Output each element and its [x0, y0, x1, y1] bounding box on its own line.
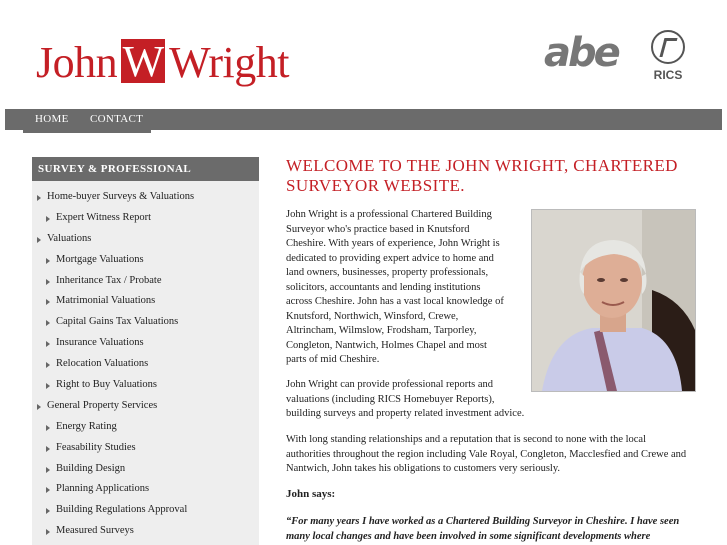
arrow-right-icon [46, 258, 50, 264]
sidebar-item-home-buyer-surveys[interactable] [32, 187, 259, 208]
sidebar-item-label: Right to Buy Valuations [56, 379, 158, 391]
text-line: Knutsford, Northwich, Winsford, Crewe, [286, 310, 459, 322]
sidebar-item-expert-witness[interactable] [32, 208, 259, 229]
sidebar-item-label: Home-buyer Surveys & Valuations [47, 191, 195, 202]
sidebar-item-energy-rating[interactable] [32, 417, 259, 438]
text-line: building surveys and property related investment advice. [286, 408, 525, 419]
arrow-right-icon [37, 237, 41, 243]
logo-initial-box: W [122, 37, 164, 86]
site-header [0, 0, 727, 108]
arrow-right-icon [46, 320, 50, 326]
site-logo[interactable] [36, 38, 289, 88]
sidebar-item-label: Energy Rating [56, 420, 117, 432]
sidebar-item-label: Relocation Valuations [56, 358, 149, 370]
text-line: With long standing relationships and a reputation that is second to none with the local [286, 434, 647, 445]
arrow-right-icon [46, 341, 50, 347]
sidebar-item-valuations[interactable] [32, 229, 259, 250]
sidebar-menu [32, 181, 259, 542]
sidebar-item-label: Matrimonial Valuations [56, 295, 156, 307]
logo-last-name: Wright [169, 38, 289, 87]
arrow-right-icon [37, 404, 41, 410]
text-line: solicitors, accountants and lending institutions [286, 281, 481, 293]
text-line: across Cheshire. John has a vast local knowledge of [286, 296, 504, 307]
sidebar-item-label: Planning Applications [56, 483, 150, 495]
arrow-right-icon [46, 487, 50, 493]
text-line: Nantwich, John takes his obligations to customers very seriously. [286, 463, 561, 474]
arrow-right-icon [46, 425, 50, 431]
sidebar-item-capital-gains[interactable] [32, 312, 259, 333]
rics-logo-text: RICS [653, 68, 683, 82]
text-line: authorities throughout the region including Vale Royal, Congleton, Macclesfied and Crewe and [286, 448, 687, 460]
abe-logo: abe [544, 30, 618, 76]
nav-contact[interactable]: CONTACT [90, 113, 144, 125]
text-line: John Wright is a professional Chartered Building [286, 209, 492, 220]
sidebar-item-label: Insurance Valuations [56, 337, 144, 349]
sidebar-item-building-design[interactable] [32, 459, 259, 480]
top-nav [5, 109, 722, 130]
text-line: dedicated to providing expert advice to home and [286, 252, 494, 264]
arrow-right-icon [46, 216, 50, 222]
arrow-right-icon [46, 529, 50, 535]
sidebar-item-right-to-buy[interactable] [32, 375, 259, 396]
sidebar-item-building-regulations[interactable] [32, 500, 259, 521]
testimonial-quote [286, 514, 698, 544]
text-line: John Wright can provide professional reports and [286, 379, 494, 390]
relationships-paragraph [286, 433, 698, 477]
intro-paragraph [286, 208, 518, 368]
text-line: “For many years I have worked as a Chartered Building Surveyor in Cheshire. I have seen [286, 516, 680, 527]
services-paragraph [286, 378, 536, 422]
sidebar-item-general-property[interactable] [32, 396, 259, 417]
john-wright-photo [531, 209, 696, 392]
sidebar-item-label: General Property Services [47, 399, 158, 411]
sidebar-item-label: Capital Gains Tax Valuations [56, 316, 179, 328]
rics-logo [648, 30, 688, 82]
sidebar-item-label: Measured Surveys [56, 525, 134, 537]
sidebar-item-inheritance-tax[interactable] [32, 271, 259, 292]
text-line: land owners, businesses, property professionals, [286, 267, 489, 278]
text-line: parts of mid Cheshire. [286, 354, 380, 365]
arrow-right-icon [46, 383, 50, 389]
sidebar-item-label: Expert Witness Report [56, 211, 152, 223]
arrow-right-icon [46, 362, 50, 368]
sidebar [32, 157, 259, 545]
arrow-right-icon [46, 467, 50, 473]
nav-home[interactable]: HOME [35, 113, 69, 125]
portrait-illustration [532, 210, 695, 391]
sidebar-item-label: Building Design [56, 462, 126, 474]
sidebar-item-matrimonial-valuations[interactable] [32, 291, 259, 312]
text-line: valuations (including RICS Homebuyer Reports), [286, 393, 495, 405]
arrow-right-icon [46, 279, 50, 285]
arrow-right-icon [46, 299, 50, 305]
sidebar-item-feasability-studies[interactable] [32, 438, 259, 459]
arrow-right-icon [46, 446, 50, 452]
sidebar-item-planning-applications[interactable] [32, 479, 259, 500]
nav-underline [23, 130, 151, 133]
sidebar-item-insurance-valuations[interactable] [32, 333, 259, 354]
arrow-right-icon [46, 508, 50, 514]
logo-first-name: John [36, 38, 118, 87]
sidebar-item-label: Valuations [47, 232, 92, 244]
sidebar-item-relocation-valuations[interactable] [32, 354, 259, 375]
sidebar-item-mortgage-valuations[interactable] [32, 250, 259, 271]
text-line: Congleton, Nantwich, Holmes Chapel and most [286, 339, 487, 351]
text-line: Altrincham, Wilmslow, Frodsham, Tarporley, [286, 325, 477, 336]
sidebar-item-label: Feasability Studies [56, 441, 136, 453]
sidebar-title: SURVEY & PROFESSIONAL [32, 157, 259, 181]
page-title: WELCOME TO THE JOHN WRIGHT, CHARTERED SURVEYOR WEBSITE. [286, 156, 678, 195]
text-line: Surveyor who's practice based in Knutsford [286, 223, 470, 235]
sidebar-item-label: Inheritance Tax / Probate [56, 274, 162, 286]
main-content [286, 156, 698, 542]
arrow-right-icon [37, 195, 41, 201]
text-line: many local changes and have been involved in some significant developments where [286, 531, 651, 542]
john-says-label: John says: [286, 488, 336, 500]
text-line: Cheshire. With years of experience, John Wright is [286, 238, 500, 249]
sidebar-item-label: Mortgage Valuations [56, 253, 144, 265]
sidebar-item-label: Building Regulations Approval [56, 504, 188, 516]
sidebar-item-measured-surveys[interactable] [32, 521, 259, 542]
rics-emblem-icon [651, 30, 685, 64]
